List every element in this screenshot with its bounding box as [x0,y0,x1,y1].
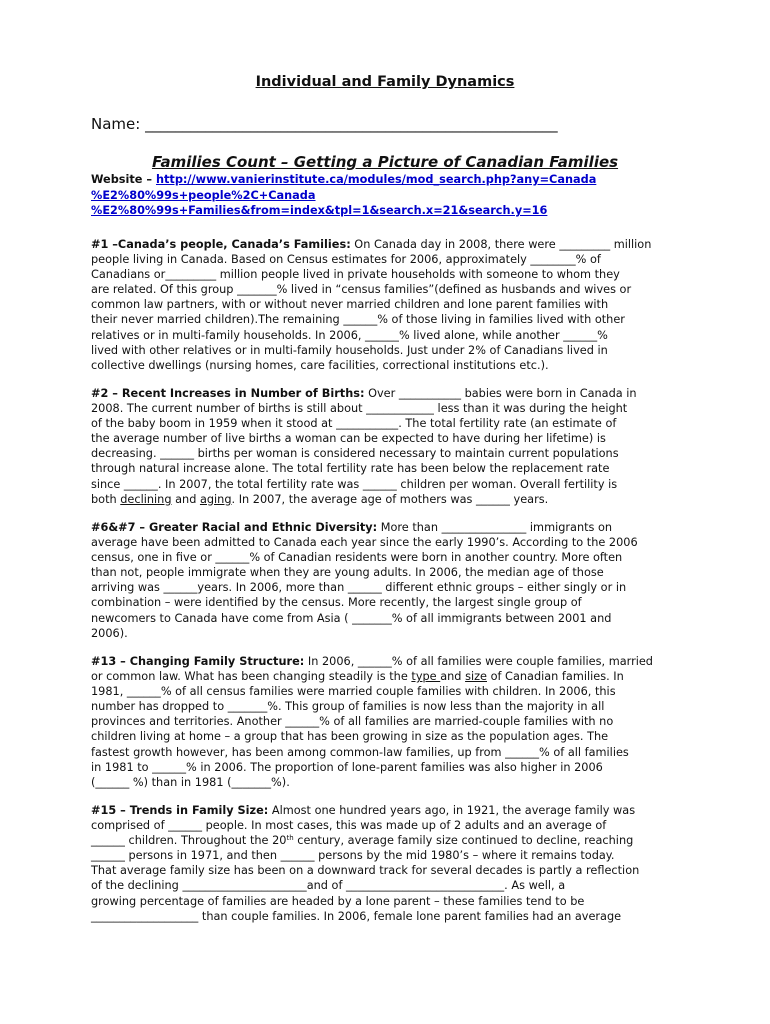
paragraph-line: the average number of live births a woman can be expected to have during her lifetime) is [91,432,606,446]
paragraph-line: collective dwellings (nursing homes, care facilities, correctional institutions etc.). [91,358,549,372]
section-heading: #15 – Trends in Family Size: [91,804,269,817]
paragraph-line: number has dropped to _______%. This group of families is now less than the majority in all [91,700,605,714]
worksheet-subtitle: Families Count – Getting a Picture of Canadian Families [151,153,619,171]
paragraph-line: combination – were identified by the census. More recently, the largest single group of [91,596,582,610]
paragraph-line: 1981, ______% of all census families were married couple families with children. In 2006, this [91,685,616,699]
paragraph-line: relatives or in multi-family households. In 2006, ______% lived alone, while another ______% [91,328,608,342]
section-recent-births [91,386,691,507]
paragraph-line: #1 –Canada’s people, Canada’s Families: On Canada day in 2008, there were _________ million [91,238,652,251]
paragraph-line: since ______. In 2007, the total fertility rate was ______ children per woman. Overall fertility is [91,477,618,491]
paragraph-line: 2006). [91,626,128,640]
paragraph-line: average have been admitted to Canada each year since the early 1990’s. According to the 2006 [91,536,638,550]
section-family-structure [91,654,691,790]
paragraph-line: of the baby boom in 1959 when it stood at ___________. The total fertility rate (an estimate of [91,417,617,431]
name-field [91,115,558,133]
paragraph-line: arriving was ______years. In 2006, more than ______ different ethnic groups – either singly or in [91,581,627,595]
section-heading: #1 –Canada’s people, Canada’s Families: [91,238,351,251]
website-reference [91,172,691,219]
paragraph-line: Canadians or_________ million people lived in private households with someone to whom they [91,268,620,282]
paragraph-line: both declining and aging. In 2007, the average age of mothers was ______ years. [91,492,549,506]
paragraph-line: than not, people immigrate when they are young adults. In 2006, the median age of those [91,566,604,580]
paragraph-line: comprised of ______ people. In most cases, this was made up of 2 adults and an average of [91,819,607,833]
paragraph-line: (______ %) than in 1981 (_______%). [91,775,290,789]
section-diversity [91,520,691,641]
paragraph-line: of the declining ______________________and of ____________________________. As well, a [91,879,566,893]
section-heading: #6&#7 – Greater Racial and Ethnic Diversity: [91,521,378,534]
website-url-part-1: http://www.vanierinstitute.ca/modules/mod_search.php?any=Canada [155,173,597,186]
name-blank: _______________________________________________________ [145,115,558,133]
page-title: Individual and Family Dynamics [255,74,515,90]
paragraph-line: their never married children).The remaining ______% of those living in families lived with other [91,313,625,327]
paragraph-line: are related. Of this group _______% lived in “census families”(defined as husbands and wives or [91,283,632,297]
paragraph-line: newcomers to Canada have come from Asia ( _______% of all immigrants between 2001 and [91,611,612,625]
paragraph-line: That average family size has been on a downward track for several decades is partly a reflection [91,864,640,878]
paragraph-line: #2 – Recent Increases in Number of Births: Over ___________ babies were born in Canada in [91,387,637,400]
website-url-part-2: %E2%80%99s+people%2C+Canada [91,188,316,202]
paragraph-line: or common law. What has been changing steadily is the type and size of Canadian families. In [91,670,624,684]
paragraph-line: decreasing. ______ births per woman is considered necessary to maintain current populations [91,447,619,461]
website-label: Website – [91,173,153,186]
paragraph-line: 2008. The current number of births is still about ____________ less than it was during the height [91,402,628,416]
paragraph-line: provinces and territories. Another ______% of all families are married-couple families with no [91,715,614,729]
website-link[interactable] [91,173,596,217]
section-heading: #2 – Recent Increases in Number of Births: [91,387,365,400]
website-url-part-3: %E2%80%99s+Families&from=index&tpl=1&search.x=21&search.y=16 [91,204,548,217]
section-heading: #13 – Changing Family Structure: [91,655,305,668]
paragraph-line: children living at home – a group that has been growing in size as the population ages. The [91,730,609,744]
paragraph-line: lived with other relatives or in multi-family households. Just under 2% of Canadians lived in [91,343,608,357]
paragraph-line: #6&#7 – Greater Racial and Ethnic Diversity: More than _______________ immigrants on [91,521,613,534]
paragraph-line: ______ persons in 1971, and then ______ persons by the mid 1980’s – where it remains today. [91,849,615,863]
paragraph-line: people living in Canada. Based on Census estimates for 2006, approximately ________% of [91,253,601,267]
paragraph-line: growing percentage of families are headed by a lone parent – these families tend to be [91,894,585,908]
paragraph-line: census, one in five or ______% of Canadian residents were born in another country. More often [91,551,623,565]
name-label: Name: [91,115,141,133]
paragraph-line: #15 – Trends in Family Size: Almost one hundred years ago, in 1921, the average family was [91,804,636,817]
paragraph-line: ______ children. Throughout the 20th century, average family size continued to decline, reaching [91,834,634,848]
paragraph-line: common law partners, with or without never married children and lone parent families with [91,298,609,312]
paragraph-line: in 1981 to ______% in 2006. The proportion of lone-parent families was also higher in 2006 [91,760,603,774]
paragraph-line: fastest growth however, has been among common-law families, up from ______% of all families [91,745,629,759]
paragraph-line: through natural increase alone. The total fertility rate has been below the replacement rate [91,462,610,476]
section-family-size [91,803,691,924]
section-canadas-people [91,237,691,373]
paragraph-line: #13 – Changing Family Structure: In 2006, ______% of all families were couple families, married [91,655,653,668]
paragraph-line: ___________________ than couple families. In 2006, female lone parent families had an average [91,909,622,923]
